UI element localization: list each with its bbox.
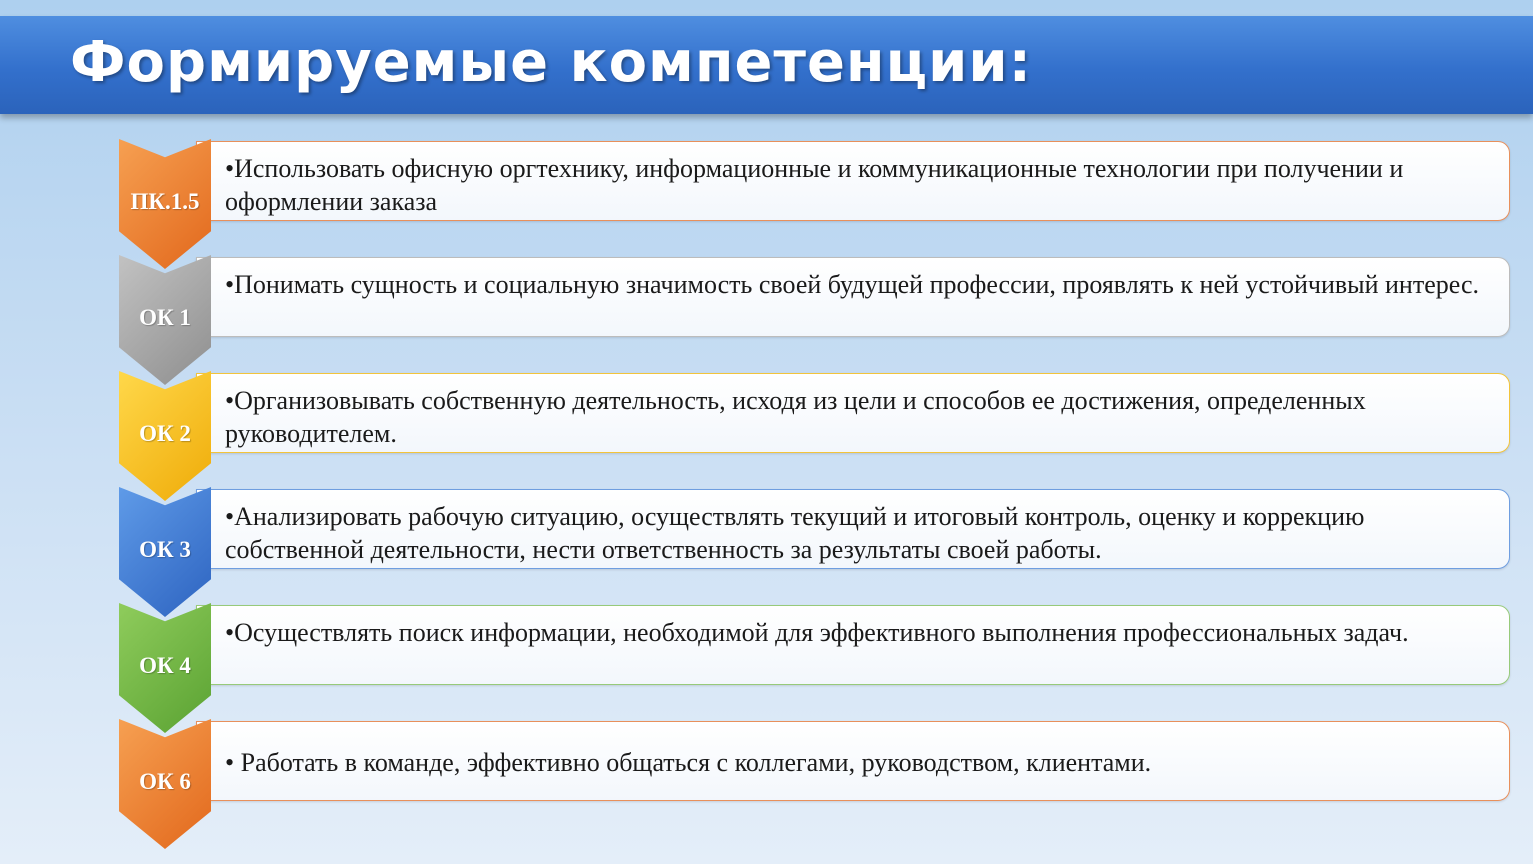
competency-code: ОК 6	[139, 769, 191, 794]
competency-row	[0, 141, 1533, 271]
title-bar	[0, 16, 1533, 114]
competency-box	[196, 721, 1510, 801]
competency-row	[0, 257, 1533, 387]
competency-row	[0, 373, 1533, 503]
competency-code: ОК 4	[139, 653, 191, 678]
competency-code: ОК 2	[139, 421, 191, 446]
competency-box	[196, 141, 1510, 221]
competency-text: •Понимать сущность и социальную значимость своей будущей профессии, проявлять к ней устойчивый интерес.	[225, 270, 1479, 299]
competency-code: ОК 3	[139, 537, 191, 562]
competency-row	[0, 605, 1533, 735]
competency-box	[196, 257, 1510, 337]
competency-box	[196, 373, 1510, 453]
competency-box	[196, 605, 1510, 685]
page-title: Формируемые компетенции:	[70, 30, 1032, 95]
competency-row	[0, 489, 1533, 619]
competency-text: •Использовать офисную оргтехнику, информационные и коммуникационные технологии при получении и оформлении заказа	[225, 154, 1404, 216]
competency-text: •Анализировать рабочую ситуацию, осуществлять текущий и итоговый контроль, оценку и коррекцию собственной деятельности, нести ответственность за результаты своей работы.	[225, 502, 1365, 564]
competency-text: •Осуществлять поиск информации, необходимой для эффективного выполнения профессиональных задач.	[225, 618, 1409, 647]
competency-code: ОК 1	[139, 305, 191, 330]
competency-row	[0, 721, 1533, 851]
competency-text: •Организовывать собственную деятельность, исходя из цели и способов ее достижения, определенных руководителем.	[225, 386, 1366, 448]
competency-text: • Работать в команде, эффективно общаться с коллегами, руководством, клиентами.	[225, 748, 1152, 777]
competency-code: ПК.1.5	[130, 189, 200, 214]
competency-box	[196, 489, 1510, 569]
